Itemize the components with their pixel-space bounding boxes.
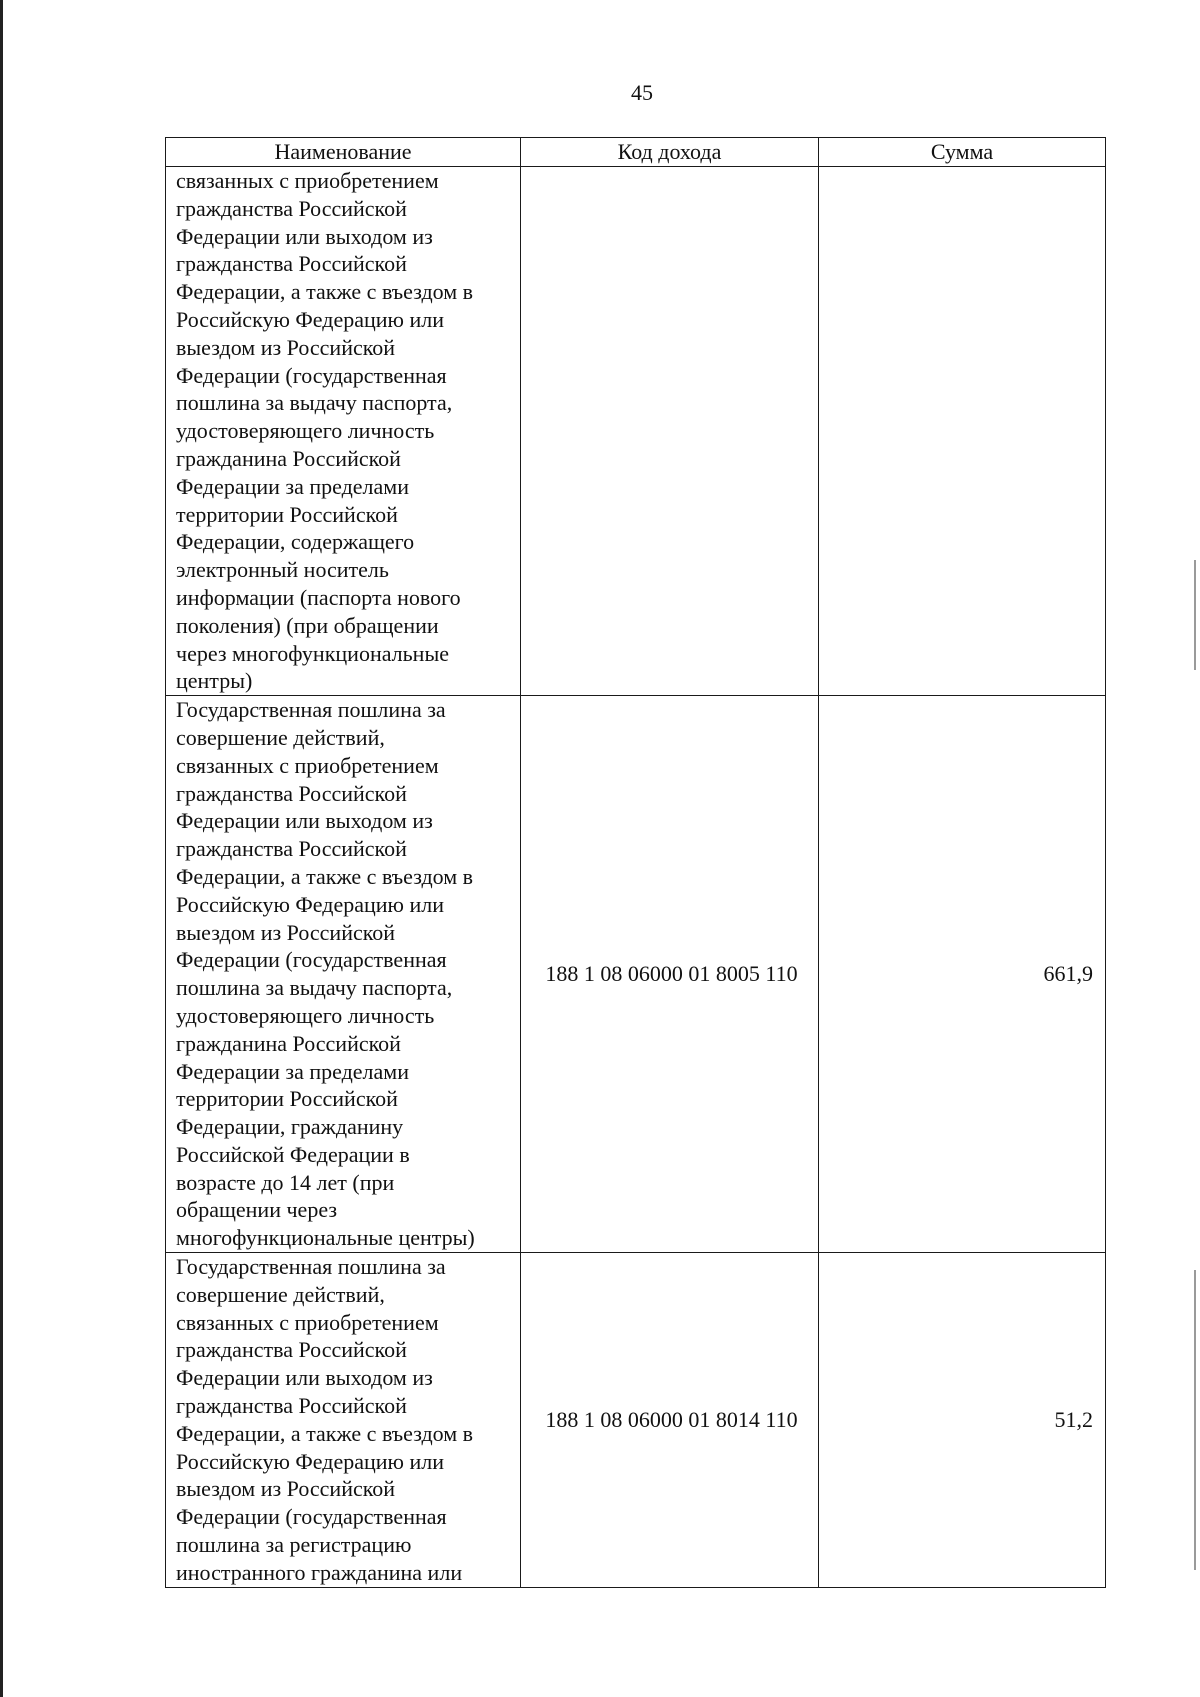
name-line: гражданства Российской: [176, 1393, 407, 1419]
name-line: Федерации, содержащего: [176, 529, 415, 555]
name-line: гражданства Российской: [176, 251, 407, 277]
name-line: поколения) (при обращении: [176, 612, 439, 638]
name-line: выездом из Российской: [176, 919, 396, 945]
scan-left-edge: [0, 0, 3, 1697]
name-line: Федерации за пределами: [176, 473, 409, 499]
name-line: через многофункциональные: [176, 640, 450, 666]
name-line: пошлина за регистрацию: [176, 1532, 412, 1558]
name-line: Федерации, а также с въездом в: [176, 1420, 474, 1446]
cell-sum: 51,2: [819, 1253, 1106, 1588]
header-sum: Сумма: [819, 138, 1106, 167]
name-line: удостоверяющего личность: [176, 1002, 435, 1028]
cell-sum: [819, 167, 1106, 696]
name-line: удостоверяющего личность: [176, 418, 435, 444]
cell-name: [166, 696, 521, 1253]
name-line: гражданина Российской: [176, 445, 401, 471]
name-line: Федерации или выходом из: [176, 223, 433, 249]
name-line: возрасте до 14 лет (при: [176, 1169, 395, 1195]
name-line: Российскую Федерацию или: [176, 1448, 444, 1474]
table-header-row: [166, 138, 1106, 167]
name-line: связанных с приобретением: [176, 1309, 439, 1335]
page-number: 45: [631, 80, 653, 105]
name-line: обращении через: [176, 1197, 338, 1223]
name-line: связанных с приобретением: [176, 752, 439, 778]
name-line: Федерации (государственная: [176, 362, 447, 388]
name-line: гражданства Российской: [176, 836, 407, 862]
name-line: Российскую Федерацию или: [176, 891, 444, 917]
name-line: электронный носитель: [176, 557, 389, 583]
name-line: Федерации (государственная: [176, 1504, 447, 1530]
revenue-table: [165, 137, 1106, 1588]
cell-code: [521, 167, 819, 696]
name-line: гражданства Российской: [176, 780, 407, 806]
cell-code: 188 1 08 06000 01 8014 110: [521, 1253, 819, 1588]
name-line: Российской Федерации в: [176, 1141, 410, 1167]
cell-name: [166, 1253, 521, 1588]
scan-right-edge-mark: [1194, 560, 1196, 670]
table-body: [166, 167, 1106, 1588]
name-line: Российскую Федерацию или: [176, 306, 444, 332]
name-line: территории Российской: [176, 1086, 398, 1112]
name-line: иностранного гражданина или: [176, 1559, 463, 1585]
table-row: [166, 1253, 1106, 1588]
table-row: [166, 696, 1106, 1253]
name-line: пошлина за выдачу паспорта,: [176, 975, 453, 1001]
header-name: Наименование: [166, 138, 521, 167]
name-line: пошлина за выдачу паспорта,: [176, 390, 453, 416]
name-line: многофункциональные центры): [176, 1225, 475, 1251]
name-line: Федерации (государственная: [176, 947, 447, 973]
name-line: выездом из Российской: [176, 334, 396, 360]
name-line: Федерации или выходом из: [176, 808, 433, 834]
name-line: информации (паспорта нового: [176, 584, 461, 610]
name-line: Государственная пошлина за: [176, 697, 446, 723]
name-line: связанных с приобретением: [176, 168, 439, 193]
name-line: Федерации, а также с въездом в: [176, 863, 474, 889]
name-line: гражданина Российской: [176, 1030, 401, 1056]
name-line: Федерации или выходом из: [176, 1365, 433, 1391]
name-line: центры): [176, 668, 253, 694]
table-row: [166, 167, 1106, 696]
name-line: территории Российской: [176, 501, 398, 527]
name-line: Федерации, гражданину: [176, 1114, 404, 1140]
cell-sum: 661,9: [819, 696, 1106, 1253]
name-line: гражданства Российской: [176, 1337, 407, 1363]
name-line: совершение действий,: [176, 724, 385, 750]
cell-name: [166, 167, 521, 696]
name-line: Федерации за пределами: [176, 1058, 409, 1084]
name-line: выездом из Российской: [176, 1476, 396, 1502]
name-line: совершение действий,: [176, 1281, 385, 1307]
scan-right-edge-mark: [1194, 1270, 1196, 1570]
name-line: Государственная пошлина за: [176, 1254, 446, 1280]
name-line: гражданства Российской: [176, 195, 407, 221]
header-code: Код дохода: [521, 138, 819, 167]
cell-code: 188 1 08 06000 01 8005 110: [521, 696, 819, 1253]
name-line: Федерации, а также с въездом в: [176, 279, 474, 305]
